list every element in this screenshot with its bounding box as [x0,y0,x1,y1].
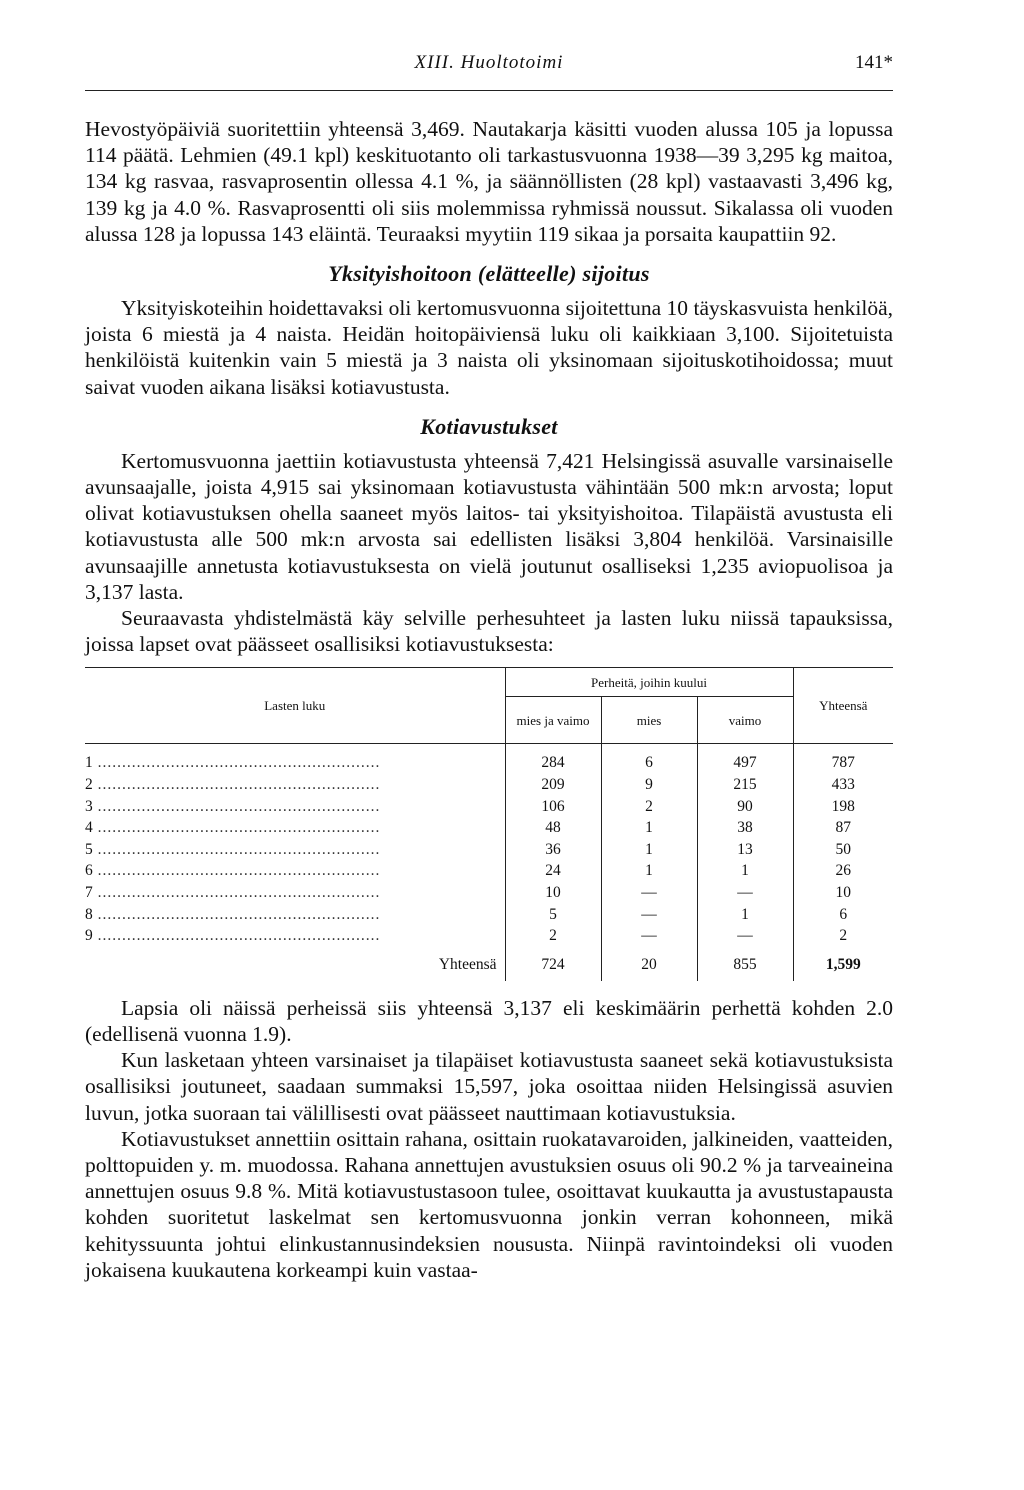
cell-b: — [601,925,697,947]
after-table-paragraph-2: Kun lasketaan yhteen varsinaiset ja tilapäiset kotiavustusta saaneet sekä kotiavustuksista osallisiksi joutuneet, saadaan summaksi 15,597, joka osoittaa niiden Helsingissä asuvien luvun, jotka suoraan tai välillisesti ovat päässeet nauttimaan kotiavustuksia. [85,1048,893,1125]
table-row [85,817,893,839]
row-label-text: 7 [85,884,93,902]
header-rule [85,90,893,91]
row-label: 2 .......................................................... [85,774,505,796]
cell-t: 787 [831,754,855,772]
cell-t: 6 [839,905,848,923]
page-number: 141* [855,52,893,73]
col-header-group: Perheitä, joihin kuului [505,668,793,697]
total-label: Yhteensä [85,947,505,981]
row-label: 8 .......................................................... [85,904,505,926]
cell-a: 5 [505,904,601,926]
cell-b: — [601,904,697,926]
row-label-text: 1 [85,754,93,772]
cell-c: 1 [697,860,793,882]
table-row [85,774,893,796]
private-care-paragraph: Yksityiskoteihin hoidettavaksi oli kertomusvuonna sijoitettuna 10 täyskasvuista henkilöä, joista 6 miestä ja 4 naista. Heidän hoitopäiviensä luku oli kaikkiaan 3,100. Sijoitetuista henkilöistä kuitenkin vain 5 miestä ja 3 naista oli yksinomaan sijoituskotihoidossa; muut saivat vuoden aikana lisäksi kotiavustusta. [85,296,893,399]
row-label-text: 9 [85,927,93,945]
row-label-text: 8 [85,905,93,923]
table-row [85,904,893,926]
cell-a: 36 [505,839,601,861]
table-row [85,744,893,774]
cell-b: 2 [601,796,697,818]
col-header-total: Yhteensä [819,698,868,714]
home-assistance-paragraph-1: Kertomusvuonna jaettiin kotiavustusta yhteensä 7,421 Helsingissä asuvalle varsinaiselle avunsaajalle, joista 4,915 sai yksinomaan kotiavustusta vähintään 500 mk:n arvosta; loput olivat kotiavustuksen ohella saaneet myös laitos- tai yksityishoitoa. Tilapäistä avustusta eli kotiavustusta alle 500 mk:n arvosta sai edellisten lisäksi 3,804 henkilöä. Varsinaisille avunsaajille annetusta kotiavustuksesta on vielä joutunut osalliseksi 1,235 aviopuolisoa ja 3,137 lasta. [85,448,893,604]
cell-b: 1 [601,839,697,861]
cell-t: 198 [831,797,855,815]
cell-c: 1 [697,904,793,926]
cell-a: 48 [505,817,601,839]
cell-c: 38 [697,817,793,839]
cell-t: 433 [831,776,855,794]
cell-a: 284 [505,744,601,774]
row-label: 1 .......................................................... [85,744,505,774]
table-header-row [85,668,893,697]
table-total-row [85,947,893,981]
table-row [85,860,893,882]
cell-b: 1 [601,817,697,839]
section-heading-private-care: Yksityishoitoon (elätteelle) sijoitus [328,261,650,287]
col-header-husband: mies [601,697,697,744]
cell-c: — [697,925,793,947]
table-row [85,925,893,947]
row-label: 9 .......................................................... [85,925,505,947]
cell-c: — [697,882,793,904]
cell-c: 13 [697,839,793,861]
table-row [85,882,893,904]
row-label-text: 5 [85,840,93,858]
after-table-paragraph-3: Kotiavustukset annettiin osittain rahana, osittain ruokatavaroiden, jalkineiden, vaatteiden, polttopuiden y. m. muodossa. Rahana annettujen avustuksien osuus oli 90.2 % ja tarveaineina annettujen osuus 9.8 %. Mitä kotiavustustasoon tulee, osoittavat kuukautta ja avustustapausta kohden suoritetut laskelmat sen kertomusvuonna jonkin verran kohonneen, mikä kehityssuunta johtui elinkustannusindeksien noususta. Niinpä ravintoindeksi oli vuoden jokaisena kuukautena korkeampi kuin vastaa- [85,1126,893,1282]
after-table-paragraph-1: Lapsia oli näissä perheissä siis yhteensä 3,137 eli keskimäärin perhettä kohden 2.0 (edellisenä vuonna 1.9). [85,995,893,1046]
cell-a: 2 [505,925,601,947]
total-t: 1,599 [825,955,861,973]
row-label-text: 2 [85,776,93,794]
cell-b: — [601,882,697,904]
cell-a: 209 [505,774,601,796]
col-header-husband-wife: mies ja vaimo [505,697,601,744]
running-header [85,52,893,86]
cell-a: 24 [505,860,601,882]
total-b: 20 [601,947,697,981]
families-children-table [85,667,893,980]
cell-a: 10 [505,882,601,904]
row-label: 3 .......................................................... [85,796,505,818]
row-label-text: 3 [85,797,93,815]
document-page [85,52,893,1283]
cell-t: 50 [835,840,851,858]
cell-b: 6 [601,744,697,774]
cell-c: 215 [697,774,793,796]
home-assistance-paragraph-2: Seuraavasta yhdistelmästä käy selville perhesuhteet ja lasten luku niissä tapauksissa, joissa lapset ovat päässeet osallisiksi kotiavustuksesta: [85,606,893,657]
row-label: 6 .......................................................... [85,860,505,882]
cell-t: 2 [839,927,848,945]
row-label-text: 6 [85,862,93,880]
row-label: 7 .......................................................... [85,882,505,904]
col-header-children-count: Lasten luku [85,668,505,744]
cell-t: 26 [835,862,851,880]
cell-c: 90 [697,796,793,818]
intro-paragraph: Hevostyöpäiviä suoritettiin yhteensä 3,469. Nautakarja käsitti vuoden alussa 105 ja lopussa 114 päätä. Lehmien (49.1 kpl) keskituotanto oli tarkastusvuonna 1938—39 3,295 kg maitoa, 134 kg rasvaa, rasvaprosentin ollessa 4.1 %, ja säännöllisten (28 kpl) vastaavasti 3,496 kg, 139 kg ja 4.0 %. Rasvaprosentti oli siis molemmissa ryhmissä noussut. Sikalassa oli vuoden alussa 128 ja lopussa 143 eläintä. Teuraaksi myytiin 119 sikaa ja porsaita kaupattiin 92. [85,117,893,246]
table-row [85,796,893,818]
cell-c: 497 [697,744,793,774]
cell-a: 106 [505,796,601,818]
col-header-wife: vaimo [697,697,793,744]
section-heading-home-assistance: Kotiavustukset [420,413,558,439]
table-row [85,839,893,861]
cell-b: 9 [601,774,697,796]
cell-t: 87 [835,819,851,837]
total-a: 724 [505,947,601,981]
chapter-title: XIII. Huoltotoimi [414,52,564,73]
row-label: 4 .......................................................... [85,817,505,839]
total-c: 855 [697,947,793,981]
cell-b: 1 [601,860,697,882]
row-label: 5 .......................................................... [85,839,505,861]
cell-t: 10 [835,884,851,902]
row-label-text: 4 [85,819,93,837]
